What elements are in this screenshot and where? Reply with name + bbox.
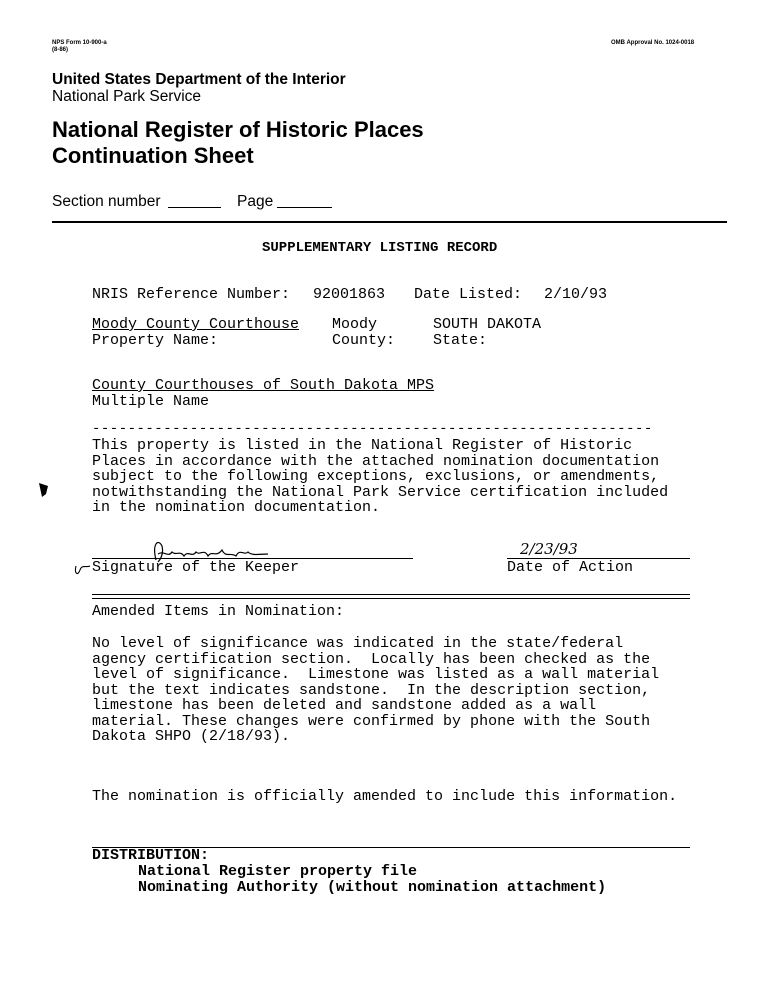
date-listed-value: 2/10/93: [544, 286, 608, 303]
double-rule-bottom: [92, 598, 690, 599]
amended-text-line: Dakota SHPO (2/18/93).: [92, 728, 291, 745]
date-listed-label: Date Listed:: [414, 286, 523, 303]
state-label: State:: [433, 332, 488, 349]
header-rule: [52, 221, 727, 223]
omb-approval: OMB Approval No. 1024-0018: [611, 40, 695, 46]
form-title-line2: Continuation Sheet: [52, 143, 254, 168]
signature-label: Signature of the Keeper: [92, 559, 300, 576]
distribution-label: DISTRIBUTION:: [92, 847, 210, 864]
page-label: Page: [237, 193, 274, 210]
distribution-item: National Register property file: [138, 863, 418, 880]
double-rule-top: [92, 594, 690, 595]
distribution-item: Nominating Authority (without nomination attachment): [138, 879, 607, 896]
form-number: NPS Form 10-900-a: [52, 40, 107, 46]
nris-value: 92001863: [313, 286, 386, 303]
section-number-label: Section number: [52, 193, 161, 210]
listing-statement-line: Places in accordance with the attached nomination documentation: [92, 452, 660, 470]
listing-statement-line: This property is listed in the National Register of Historic: [92, 437, 633, 454]
date-of-action-label: Date of Action: [507, 559, 634, 576]
record-heading: SUPPLEMENTARY LISTING RECORD: [262, 240, 498, 256]
margin-mark-icon: [38, 482, 50, 498]
property-name-value: Moody County Courthouse: [92, 316, 300, 333]
dashed-separator: ---------------------------------------------------------------: [92, 421, 653, 437]
state-value: SOUTH DAKOTA: [433, 316, 542, 333]
section-number-blank: [168, 207, 221, 208]
amended-text-line: material. These changes were confirmed by phone with the South: [92, 712, 651, 730]
page-blank: [277, 207, 332, 208]
department-name: United States Department of the Interior: [52, 71, 346, 88]
amended-text-line: but the text indicates sandstone. In the description section,: [92, 681, 651, 699]
county-label: County:: [332, 332, 396, 349]
amended-heading: Amended Items in Nomination:: [92, 603, 345, 620]
service-name: National Park Service: [52, 88, 202, 105]
amended-text: [92, 636, 712, 745]
closing-statement: The nomination is officially amended to include this information.: [92, 788, 678, 805]
listing-statement-line: notwithstanding the National Park Service certification included: [92, 483, 669, 501]
multiple-name-value: County Courthouses of South Dakota MPS: [92, 377, 435, 394]
property-name-label: Property Name:: [92, 332, 219, 349]
multiple-name-label: Multiple Name: [92, 393, 210, 410]
date-handwritten: 2/23/93: [520, 540, 578, 558]
listing-statement: [92, 438, 712, 516]
county-value: Moody: [332, 316, 378, 333]
nris-label: NRIS Reference Number:: [92, 286, 291, 303]
amended-text-line: limestone has been deleted and sandstone added as a wall: [92, 697, 597, 714]
amended-text-line: No level of significance was indicated in the state/federal: [92, 635, 624, 652]
form-title-line1: National Register of Historic Places: [52, 117, 424, 142]
listing-statement-line: in the nomination documentation.: [92, 499, 381, 516]
listing-statement-line: subject to the following exceptions, exclusions, or amendments,: [92, 468, 660, 485]
form-date: (8-86): [52, 47, 69, 53]
amended-text-line: agency certification section. Locally has been checked as the: [92, 650, 651, 668]
amended-text-line: level of significance. Limestone was listed as a wall material: [92, 666, 660, 683]
